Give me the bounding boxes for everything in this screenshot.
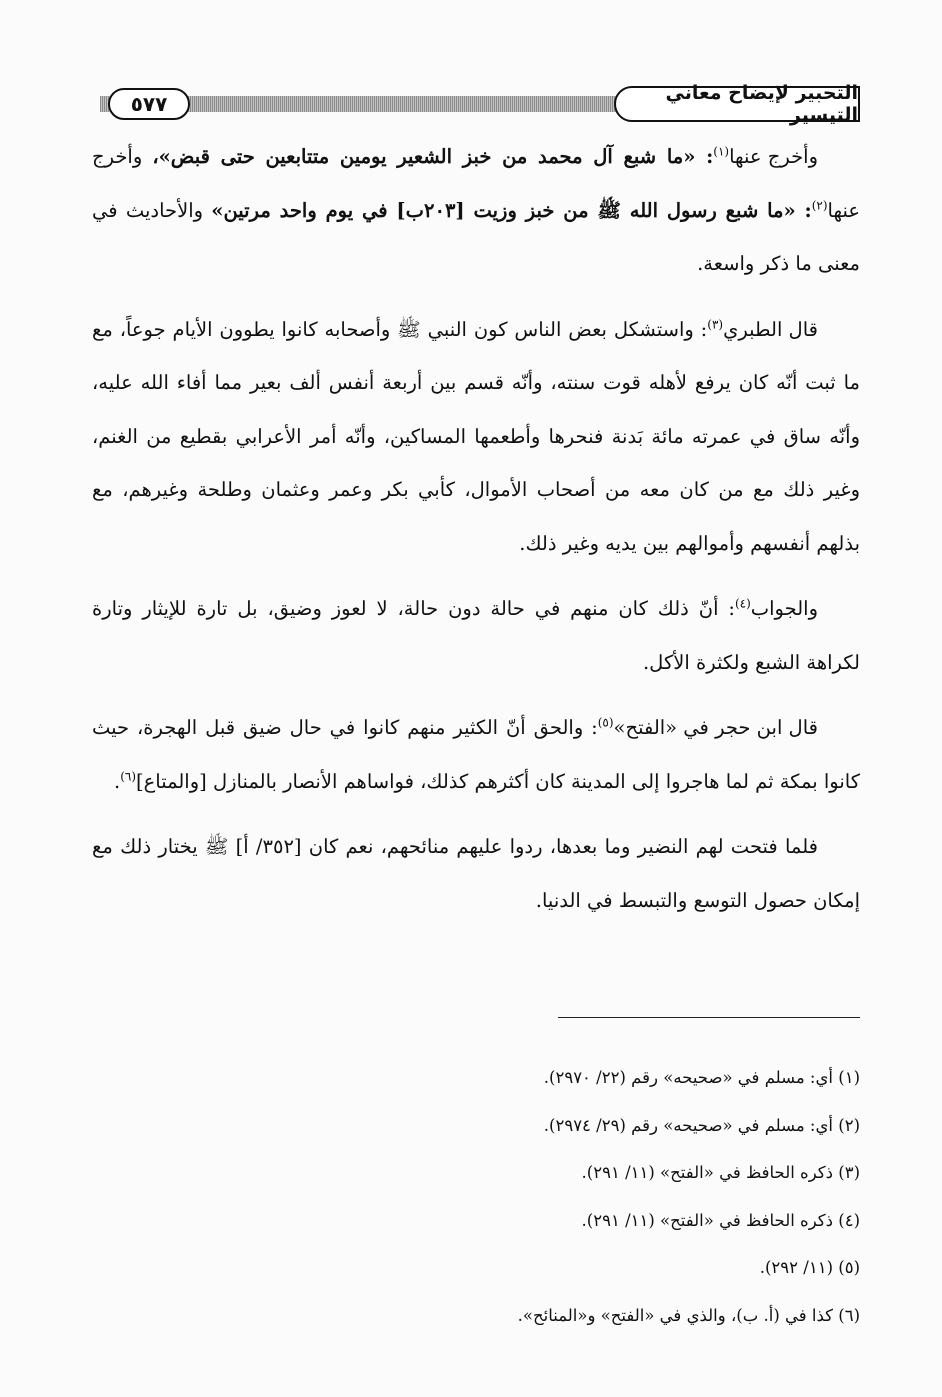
- page-header: [100, 82, 860, 126]
- footnote-2: (٢) أي: مسلم في «صحيحه» رقم (٢٩/ ٢٩٧٤).: [543, 1115, 860, 1135]
- text-run: فلما فتحت لهم النضير وما بعدها، ردوا عليهم منائحهم، نعم كان [٣٥٢/ أ] ﷺ يختار ذلك مع إمكان حصول التوسع والتبسط في الدنيا.: [92, 835, 860, 912]
- text-run: : واستشكل بعض الناس كون النبي ﷺ وأصحابه كانوا يطوون الأيام جوعاً، مع ما ثبت أنّه كان يرفع لأهله قوت سنته، وأنّه قسم بين أربعة أنفس ألف بعير مما أفاء الله عليه، وأنّه ساق في عمرته مائة بَدنة فنحرها وأطعمها المساكين، وأنّه أمر الأعرابي بقطيع من الغنم، وغير ذلك مع من كان معه من أصحاب الأموال، كأبي بكر وعمر وعثمان وطلحة وغيرهم، مع بذلهم أنفسهم وأموالهم بين يديه وغير ذلك.: [92, 317, 860, 555]
- footnote-ref-3: (٣): [707, 317, 724, 331]
- text-run: قال الطبري: [723, 317, 818, 341]
- footnote-6: (٦) كذا في (أ. ب)، والذي في «الفتح» و«المنائح».: [517, 1305, 860, 1325]
- footnote-5: (٥) (١١/ ٢٩٢).: [759, 1258, 860, 1277]
- footnote-1: (١) أي: مسلم في «صحيحه» رقم (٢٢/ ٢٩٧٠).: [543, 1068, 860, 1087]
- paragraph-4-start: [598, 701, 860, 755]
- paragraph-5: [92, 820, 860, 927]
- paragraph-2: [92, 303, 860, 571]
- paragraph-1: [92, 130, 860, 291]
- paragraph-2-start: [707, 303, 860, 357]
- text-run: وأخرج عنها: [92, 145, 860, 222]
- paragraph-1-start: [713, 130, 860, 184]
- text-run: : أنّ ذلك كان منهم في حالة دون حالة، لا لعوز وضيق، بل تارة للإيثار وتارة لكراهة الشبع ولكثرة الأكل.: [92, 597, 860, 674]
- footnotes: [92, 1054, 860, 1339]
- text-run: قال ابن حجر في «الفتح»: [613, 716, 818, 739]
- footnote-ref-1: (١): [713, 144, 730, 159]
- page-number: ٥٧٧: [130, 92, 168, 116]
- text-run: وأخرج عنها: [729, 145, 818, 168]
- footnote-ref-6: (٦): [120, 769, 137, 783]
- paragraph-3-start: [735, 582, 860, 636]
- footnote-ref-4: (٤): [734, 596, 751, 611]
- main-text: [92, 130, 860, 927]
- hadith-quote-1: : «ما شبع آل محمد من خبز الشعير يومين متتابعين حتى قبض»،: [152, 145, 714, 168]
- page-number-box: [108, 88, 190, 120]
- paragraph-4: [92, 701, 860, 808]
- footnote-ref-5: (٥): [597, 715, 614, 730]
- text-run: والجواب: [750, 597, 818, 620]
- footnote-4: (٤) ذكره الحافظ في «الفتح» (١١/ ٢٩١).: [581, 1210, 860, 1230]
- text-run: : والحق أنّ الكثير منهم كانوا في حال ضيق قبل الهجرة، حيث كانوا بمكة ثم لما هاجروا إلى المدينة كان أكثرهم كذلك، فواساهم الأنصار بالمنازل [والمتاع]: [92, 716, 860, 793]
- footnote-3: (٣) ذكره الحافظ في «الفتح» (١١/ ٢٩١).: [581, 1163, 860, 1182]
- text-run: والأحاديث في معنى ما ذكر واسعة.: [92, 198, 860, 275]
- footnote-ref-2: (٢): [811, 198, 828, 212]
- hadith-quote-2: : «ما شبع رسول الله ﷺ من خبز وزيت [٢٠٣ب] في يوم واحد مرتين»: [211, 198, 812, 222]
- paragraph-3: [92, 582, 860, 689]
- running-title-box: [614, 82, 860, 126]
- footnote-separator: [558, 1017, 860, 1018]
- running-title: التحبير لإيضاح معاني التيسير: [665, 82, 858, 126]
- text-run: .: [113, 769, 121, 793]
